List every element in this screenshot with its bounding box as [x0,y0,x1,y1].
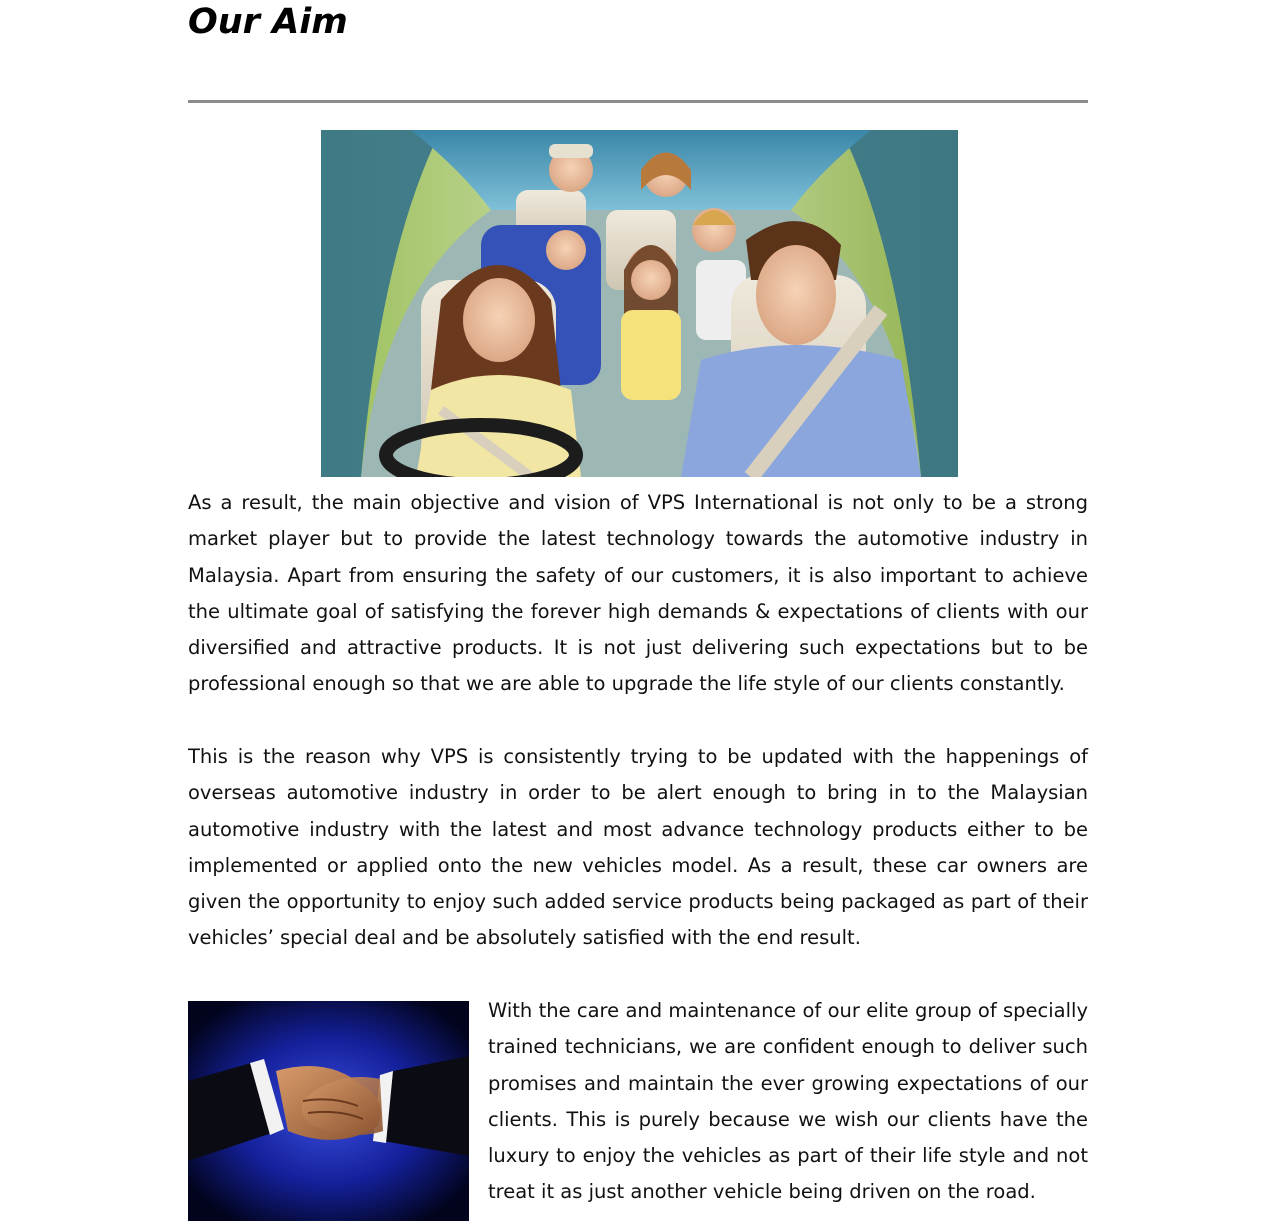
page-title: Our Aim [188,2,348,42]
paragraph-overseas-updates: This is the reason why VPS is consistently trying to be updated with the happenings of overseas automotive industry in order to be alert enough to bring in to the Malaysian automotive industry with the latest and most advance technology products either to be implemented or applied onto the new vehicles model. As a result, these car owners are given the opportunity to enjoy such added service products being packaged as part of their vehicles’ special deal and be absolutely satisfied with the end result. [188,745,1088,950]
family-in-car-image [321,130,958,477]
handshake-image [188,1001,469,1221]
horizontal-divider [188,100,1088,103]
paragraph-objective: As a result, the main objective and vision of VPS International is not only to be a strong market player but to provide the latest technology towards the automotive industry in Malaysia. Apart from ensuring the safety of our customers, it is also important to achieve the ultimate goal of satisfying the forever high demands & expectations of clients with our diversified and attractive products. It is not just delivering such expectations but to be professional enough so that we are able to upgrade the life style of our clients constantly. [188,491,1088,696]
paragraph-technicians: With the care and maintenance of our elite group of specially trained technicians, we are confident enough to deliver such promises and maintain the ever growing expectations of our clients. This is purely because we wish our clients have the luxury to enjoy the vehicles as part of their life style and not treat it as just another vehicle being driven on the road. [488,999,1088,1204]
